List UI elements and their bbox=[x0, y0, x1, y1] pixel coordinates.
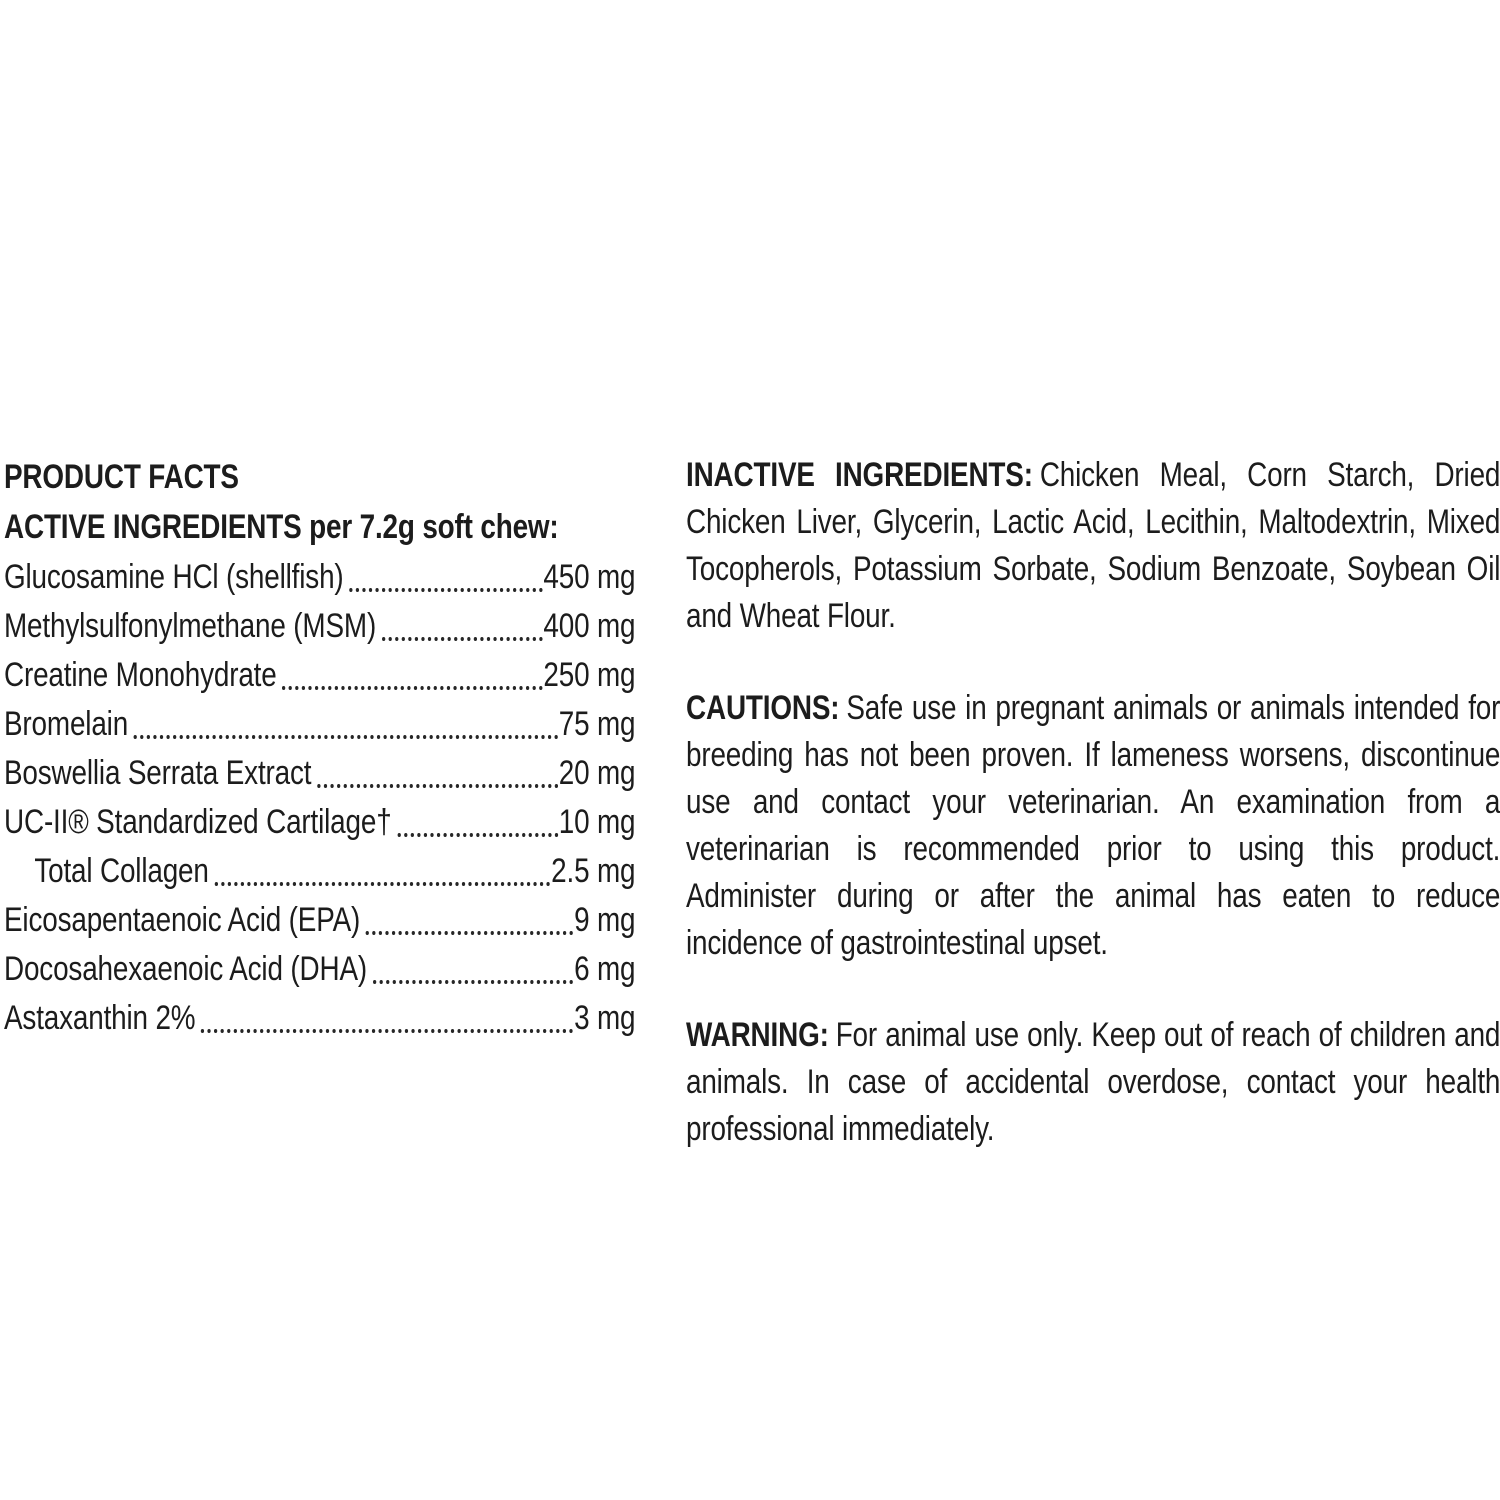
ingredient-row bbox=[4, 650, 635, 699]
warning-text: For animal use only. Keep out of reach of children and animals. In case of accidental overdose, contact your health professional immediately. bbox=[686, 1016, 1500, 1148]
dot-leader bbox=[282, 686, 542, 690]
cautions-label: CAUTIONS: bbox=[686, 689, 840, 727]
ingredient-row bbox=[4, 993, 635, 1042]
dot-leader bbox=[382, 637, 543, 641]
dot-leader bbox=[214, 882, 550, 886]
ingredient-name: Docosahexaenoic Acid (DHA) bbox=[4, 950, 368, 988]
ingredient-name: Boswellia Serrata Extract bbox=[4, 754, 312, 792]
active-ingredients-list bbox=[4, 552, 635, 1042]
ingredient-amount: 450 mg bbox=[543, 558, 636, 596]
ingredient-name: Glucosamine HCl (shellfish) bbox=[4, 558, 344, 596]
ingredient-name: UC-II® Standardized Cartilage† bbox=[4, 803, 392, 841]
ingredient-row bbox=[4, 944, 635, 993]
ingredient-name: Bromelain bbox=[4, 705, 129, 743]
product-facts-title: PRODUCT FACTS bbox=[4, 458, 239, 496]
inactive-ingredients-paragraph bbox=[686, 452, 1500, 640]
warning-label: WARNING: bbox=[686, 1016, 829, 1054]
cautions-text: Safe use in pregnant animals or animals intended for breeding has not been proven. If lameness worsens, discontinue use and contact your veterinarian. An examination from a veterinarian is recommended prior to using this product. Administer during or after the animal has eaten to reduce incidence of gastrointestinal upset. bbox=[686, 689, 1500, 962]
ingredient-amount: 10 mg bbox=[558, 803, 636, 841]
ingredient-amount: 3 mg bbox=[574, 999, 636, 1037]
ingredient-amount: 6 mg bbox=[574, 950, 636, 988]
ingredient-row bbox=[4, 552, 635, 601]
dot-leader bbox=[349, 588, 542, 592]
ingredient-name: Astaxanthin 2% bbox=[4, 999, 196, 1037]
active-ingredients-header: ACTIVE INGREDIENTS per 7.2g soft chew: bbox=[4, 508, 559, 546]
ingredient-name: Total Collagen bbox=[34, 852, 209, 890]
ingredient-amount: 20 mg bbox=[558, 754, 636, 792]
cautions-paragraph bbox=[686, 685, 1500, 967]
inactive-ingredients-label: INACTIVE INGREDIENTS: bbox=[686, 456, 1033, 494]
ingredient-row-indented bbox=[4, 846, 635, 895]
dot-leader bbox=[397, 833, 558, 837]
ingredient-amount: 250 mg bbox=[543, 656, 636, 694]
product-facts-section bbox=[4, 452, 635, 1042]
dot-leader bbox=[373, 980, 574, 984]
dot-leader bbox=[134, 735, 558, 739]
ingredient-row bbox=[4, 895, 635, 944]
ingredient-row bbox=[4, 699, 635, 748]
dot-leader bbox=[366, 931, 573, 935]
ingredient-amount: 2.5 mg bbox=[551, 852, 636, 890]
ingredient-amount: 75 mg bbox=[558, 705, 636, 743]
ingredient-row bbox=[4, 748, 635, 797]
ingredient-row bbox=[4, 797, 635, 846]
warning-paragraph bbox=[686, 1012, 1500, 1153]
ingredient-name: Creatine Monohydrate bbox=[4, 656, 277, 694]
dot-leader bbox=[317, 784, 558, 788]
ingredient-amount: 9 mg bbox=[574, 901, 636, 939]
ingredient-name: Methylsulfonylmethane (MSM) bbox=[4, 607, 377, 645]
ingredient-row bbox=[4, 601, 635, 650]
ingredient-amount: 400 mg bbox=[543, 607, 636, 645]
dot-leader bbox=[201, 1029, 573, 1033]
inactive-ingredients-text: Chicken Meal, Corn Starch, Dried Chicken Liver, Glycerin, Lactic Acid, Lecithin, Maltodextrin, Mixed Tocopherols, Potassium Sorbate, Sodium Benzoate, Soybean Oil and Wheat Flour. bbox=[686, 456, 1500, 635]
info-section bbox=[686, 452, 1500, 1153]
ingredient-name: Eicosapentaenoic Acid (EPA) bbox=[4, 901, 361, 939]
